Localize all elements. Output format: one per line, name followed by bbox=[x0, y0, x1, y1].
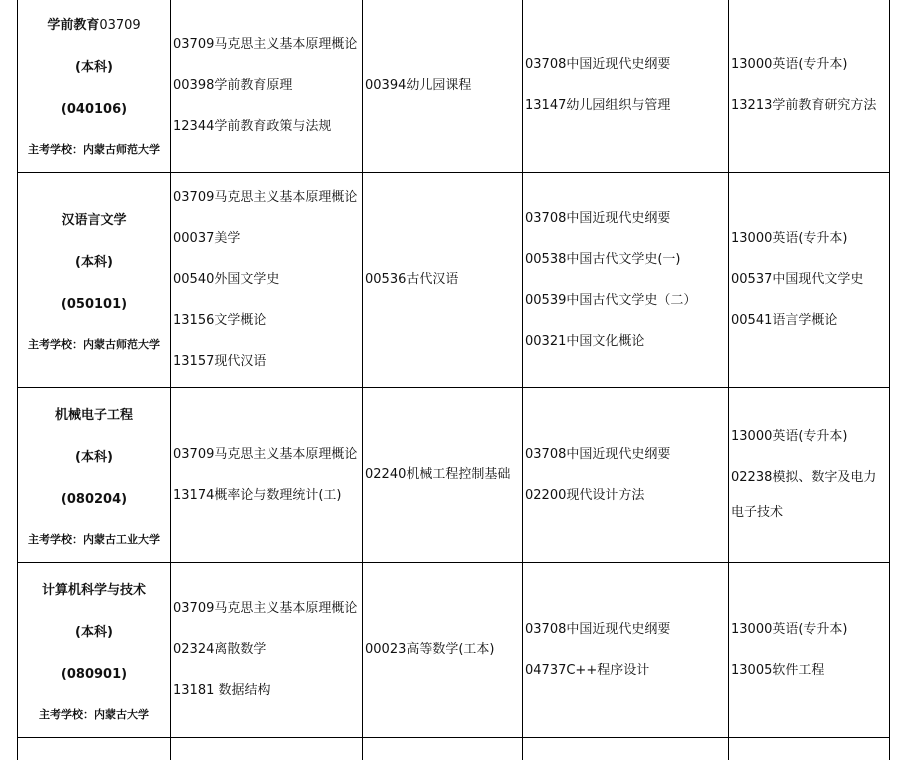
course-cell bbox=[170, 387, 362, 562]
course-item: 13005软件工程 bbox=[731, 662, 825, 678]
course-item: 00540外国文学史 bbox=[173, 272, 280, 287]
major-name-text: 学前教育 bbox=[47, 18, 100, 33]
course-cell bbox=[170, 172, 362, 387]
course-cell bbox=[362, 387, 522, 562]
course-cell bbox=[728, 562, 890, 737]
course-item: 00537中国现代文学史 bbox=[731, 272, 864, 287]
course-item: 02238模拟、数字及电力电子技术 bbox=[731, 470, 877, 520]
course-item: 13000英语(专升本) bbox=[731, 231, 848, 246]
course-cell bbox=[170, 0, 362, 172]
course-item: 13156文学概论 bbox=[173, 313, 267, 328]
course-item: 00037美学 bbox=[173, 231, 241, 246]
major-name bbox=[55, 395, 133, 437]
course-item: 12344学前教育政策与法规 bbox=[173, 118, 332, 134]
course-item: 03708中国近现代史纲要 bbox=[525, 57, 671, 72]
major-level: (本科) bbox=[75, 254, 113, 270]
course-item: 03709马克思主义基本原理概论 bbox=[173, 601, 358, 616]
host-school: 主考学校：内蒙古师范大学 bbox=[28, 143, 160, 156]
major-name-text: 机械电子工程 bbox=[54, 407, 133, 423]
course-item: 04737C++程序设计 bbox=[525, 662, 650, 678]
course-item: 00538中国古代文学史(一) bbox=[525, 251, 681, 267]
course-item: 00539中国古代文学史（二） bbox=[525, 292, 697, 308]
course-cell bbox=[728, 737, 890, 760]
major-name-text: 计算机科学与技术 bbox=[41, 582, 146, 598]
course-item: 02240机械工程控制基础 bbox=[365, 467, 511, 482]
major-level: (本科) bbox=[75, 624, 113, 640]
course-cell bbox=[522, 387, 728, 562]
major-code: (080204) bbox=[60, 491, 128, 507]
course-item: 00541语言学概论 bbox=[731, 313, 838, 328]
major-code: (080901) bbox=[60, 666, 128, 682]
course-item: 03708中国近现代史纲要 bbox=[525, 446, 671, 462]
course-item: 00321中国文化概论 bbox=[525, 333, 645, 349]
major-level: (本科) bbox=[75, 60, 113, 75]
course-item: 13174概率论与数理统计(工) bbox=[173, 487, 342, 503]
course-cell bbox=[728, 0, 890, 172]
course-cell bbox=[728, 172, 890, 387]
major-name bbox=[42, 570, 146, 612]
major-cell bbox=[17, 0, 170, 172]
major-code: (050101) bbox=[60, 296, 128, 312]
course-item: 13000英语(专升本) bbox=[731, 621, 848, 637]
course-cell bbox=[522, 737, 728, 760]
course-item: 03709马克思主义基本原理概论 bbox=[173, 36, 358, 52]
major-level: (本科) bbox=[75, 449, 113, 465]
major-code-suffix: 03709 bbox=[99, 18, 141, 33]
course-cell bbox=[362, 737, 522, 760]
major-code: (040106) bbox=[60, 102, 128, 117]
host-school: 主考学校：内蒙古大学 bbox=[39, 707, 149, 721]
course-cell bbox=[728, 387, 890, 562]
major-cell bbox=[17, 387, 170, 562]
course-cell bbox=[170, 562, 362, 737]
course-item: 00394幼儿园课程 bbox=[365, 77, 472, 93]
course-cell bbox=[522, 562, 728, 737]
course-item: 02200现代设计方法 bbox=[525, 487, 645, 503]
major-name-text: 汉语言文学 bbox=[61, 212, 127, 228]
course-item: 13000英语(专升本) bbox=[731, 429, 848, 444]
host-school: 主考学校：内蒙古工业大学 bbox=[28, 532, 160, 546]
course-item: 03709马克思主义基本原理概论 bbox=[173, 446, 358, 462]
course-item: 13157现代汉语 bbox=[173, 354, 267, 369]
course-item: 13147幼儿园组织与管理 bbox=[525, 98, 671, 113]
course-item: 03708中国近现代史纲要 bbox=[525, 210, 671, 226]
course-cell bbox=[362, 0, 522, 172]
major-name bbox=[61, 200, 126, 242]
course-item: 13000英语(专升本) bbox=[731, 57, 848, 72]
course-item: 13181 数据结构 bbox=[173, 683, 271, 698]
course-cell bbox=[522, 0, 728, 172]
course-cell bbox=[362, 562, 522, 737]
course-cell bbox=[362, 172, 522, 387]
major-cell bbox=[17, 562, 170, 737]
major-cell bbox=[17, 737, 170, 760]
course-cell bbox=[522, 172, 728, 387]
course-item: 00398学前教育原理 bbox=[173, 77, 293, 93]
host-school: 主考学校：内蒙古师范大学 bbox=[28, 337, 160, 351]
course-item: 03708中国近现代史纲要 bbox=[525, 621, 671, 637]
major-name bbox=[47, 5, 140, 47]
course-item: 00536古代汉语 bbox=[365, 272, 459, 287]
course-cell bbox=[170, 737, 362, 760]
course-item: 00023高等数学(工本) bbox=[365, 642, 495, 657]
course-item: 13213学前教育研究方法 bbox=[731, 98, 877, 113]
course-item: 03709马克思主义基本原理概论 bbox=[173, 190, 358, 205]
major-cell bbox=[17, 172, 170, 387]
course-item: 02324离散数学 bbox=[173, 642, 267, 657]
